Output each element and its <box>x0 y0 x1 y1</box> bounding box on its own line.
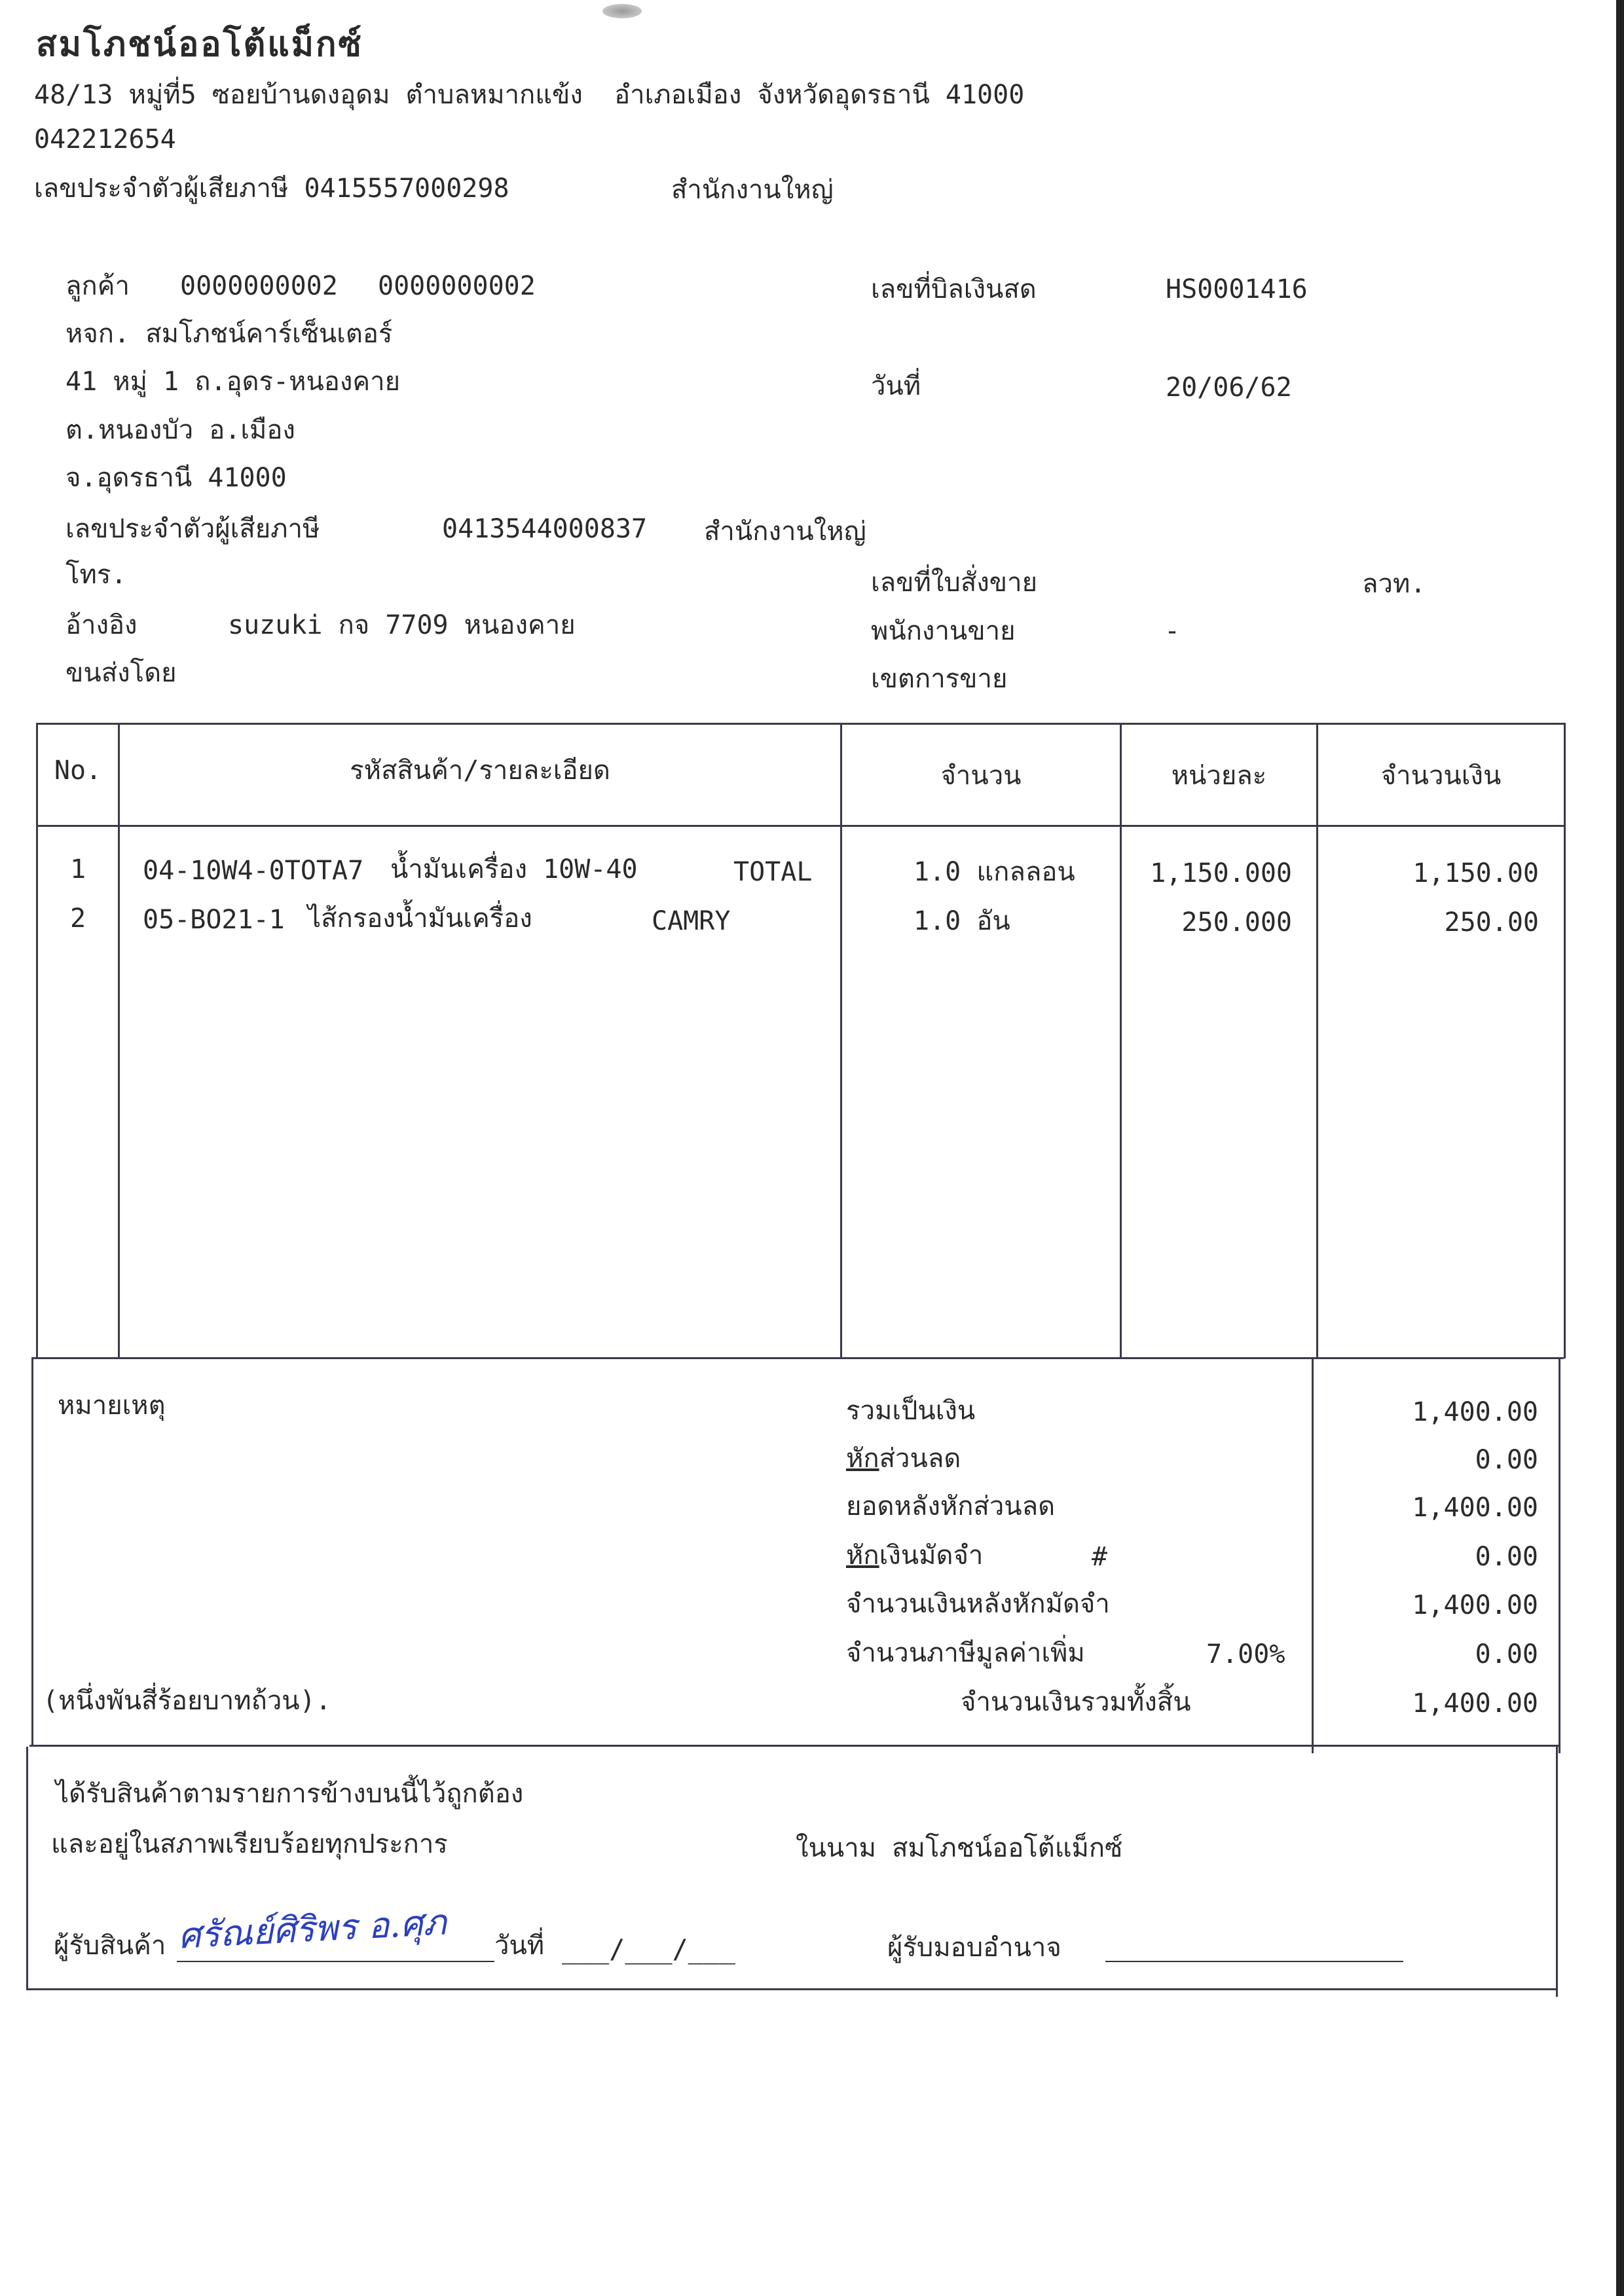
header-no: No. <box>54 756 102 786</box>
row-1-brand: TOTAL <box>733 857 813 887</box>
vat-value: 0.00 <box>1475 1639 1538 1669</box>
customer-name: หจก. สมโภชน์คาร์เซ็นเตอร์ <box>65 319 393 349</box>
table-left-edge <box>36 723 38 1358</box>
scan-edge <box>1616 0 1624 2296</box>
remark-label: หมายเหตุ <box>58 1391 166 1421</box>
received-statement-1: ได้รับสินค้าตามรายการข้างบนนี้ไว้ถูกต้อง <box>56 1779 524 1809</box>
customer-tax-label: เลขประจำตัวผู้เสียภาษี <box>65 514 320 544</box>
table-right-edge <box>1564 723 1566 1358</box>
row-1-description: น้ำมันเครื่อง 10W-40 <box>390 854 638 884</box>
row-1-no: 1 <box>69 854 86 884</box>
customer-label: ลูกค้า <box>65 271 130 301</box>
sales-area-label: เขตการขาย <box>871 664 1008 694</box>
salesperson-value: - <box>1164 616 1181 646</box>
grand-total-value: 1,400.00 <box>1412 1688 1538 1719</box>
after-deposit-value: 1,400.00 <box>1412 1590 1538 1620</box>
table-top-rule <box>36 723 1566 725</box>
customer-phone-label: โทร. <box>65 560 127 590</box>
customer-address-3: จ.อุดรธานี 41000 <box>65 463 287 493</box>
scan-speck <box>602 4 642 18</box>
customer-tax-id: 0413544000837 <box>442 514 648 544</box>
header-quantity: จำนวน <box>940 761 1022 791</box>
row-2-unit-price: 250.000 <box>1181 907 1292 938</box>
header-amount: จำนวนเงิน <box>1380 761 1502 791</box>
sales-order-label: เลขที่ใบสั่งขาย <box>871 568 1038 598</box>
vat-rate: 7.00% <box>1206 1639 1285 1669</box>
customer-code-2: 0000000002 <box>378 271 536 301</box>
reference-value: suzuki กจ 7709 หนองคาย <box>228 610 576 640</box>
row-1-unit-price: 1,150.000 <box>1150 858 1292 888</box>
company-tax-id: เลขประจำตัวผู้เสียภาษี 0415557000298 <box>34 173 509 204</box>
header-description: รหัสสินค้า/รายละเอียด <box>350 756 610 786</box>
deposit-value: 0.00 <box>1475 1542 1538 1572</box>
discount-label: ส่วนลด <box>879 1444 961 1474</box>
receive-date-label: วันที่ <box>494 1931 545 1961</box>
on-behalf-of: ในนาม สมโภชน์ออโต้แม็กซ์ <box>796 1833 1123 1863</box>
subtotal-label: รวมเป็นเงิน <box>846 1396 976 1426</box>
bill-number: HS0001416 <box>1166 274 1308 304</box>
row-2-quantity: 1.0 อัน <box>913 906 1010 936</box>
col-divider-qty <box>1120 723 1122 1358</box>
company-branch: สำนักงานใหญ่ <box>671 175 834 205</box>
authorized-signature-line <box>1105 1961 1403 1962</box>
company-phone: 042212654 <box>34 124 176 155</box>
authorized-label: ผู้รับมอบอำนาจ <box>887 1933 1061 1963</box>
deposit-prefix: หัก <box>846 1540 879 1571</box>
row-1-quantity: 1.0 แกลลอน <box>913 857 1075 887</box>
bill-date-label: วันที่ <box>871 371 921 401</box>
receiver-signature: ศรัณย์ศิริพร อ.ศุภ <box>177 1901 447 1957</box>
customer-address-2: ต.หนองบัว อ.เมือง <box>65 415 295 445</box>
summary-left-edge <box>31 1357 33 1747</box>
row-2-amount: 250.00 <box>1444 907 1539 938</box>
customer-branch: สำนักงานใหญ่ <box>704 517 866 547</box>
deposit-label: เงินมัดจำ <box>879 1540 984 1571</box>
customer-code-1: 0000000002 <box>180 271 338 301</box>
footer-bottom-rule <box>26 1988 1558 1990</box>
vat-label: จำนวนภาษีมูลค่าเพิ่ม <box>846 1638 1085 1668</box>
col-divider-desc <box>840 723 842 1358</box>
after-discount-label: ยอดหลังหักส่วนลด <box>846 1491 1056 1522</box>
bill-date: 20/06/62 <box>1166 373 1292 403</box>
row-2-code: 05-BO21-1 <box>143 905 285 935</box>
after-deposit-label: จำนวนเงินหลังหักมัดจำ <box>846 1589 1110 1619</box>
col-divider-price <box>1316 723 1318 1358</box>
receiver-signature-line <box>177 1961 494 1962</box>
footer-left-edge <box>26 1747 28 1990</box>
table-bottom-rule <box>31 1357 1564 1359</box>
customer-address-1: 41 หมู่ 1 ถ.อุดร-หนองคาย <box>65 367 401 397</box>
table-header-rule <box>36 825 1566 827</box>
after-discount-value: 1,400.00 <box>1412 1493 1538 1523</box>
receiver-label: ผู้รับสินค้า <box>54 1931 166 1961</box>
reference-label: อ้างอิง <box>65 610 138 640</box>
footer-right-edge <box>1556 1747 1558 1997</box>
row-2-description: ไส้กรองน้ำมันเครื่อง <box>308 903 532 934</box>
grand-total-label: จำนวนเงินรวมทั้งสิ้น <box>961 1687 1191 1717</box>
summary-bottom-rule <box>29 1745 1559 1747</box>
header-unit-price: หน่วยละ <box>1171 761 1267 791</box>
sales-order-value: ลวท. <box>1362 569 1426 599</box>
row-1-amount: 1,150.00 <box>1412 858 1539 888</box>
amount-in-words: (หนึ่งพันสี่ร้อยบาทถ้วน). <box>43 1686 331 1716</box>
discount-value: 0.00 <box>1475 1445 1538 1475</box>
col-divider-no <box>118 723 120 1358</box>
received-statement-2: และอยู่ในสภาพเรียบร้อยทุกประการ <box>51 1829 448 1859</box>
shipping-label: ขนส่งโดย <box>65 658 177 688</box>
subtotal-value: 1,400.00 <box>1412 1397 1538 1427</box>
company-address: 48/13 หมู่ที่5 ซอยบ้านดงอุดม ตำบลหมากแข้ง อำเภอเมือง จังหวัดอุดรธานี 41000 <box>34 80 1025 110</box>
salesperson-label: พนักงานขาย <box>871 616 1016 646</box>
receive-date-blank: ___/___/___ <box>562 1935 735 1965</box>
bill-number-label: เลขที่บิลเงินสด <box>871 274 1037 304</box>
company-name: สมโภชน์ออโต้แม็กซ์ <box>36 25 363 64</box>
row-1-code: 04-10W4-0TOTA7 <box>143 856 364 886</box>
row-2-no: 2 <box>69 903 86 934</box>
summary-right-edge <box>1559 1357 1560 1753</box>
row-2-brand: CAMRY <box>652 906 731 936</box>
deposit-hash: # <box>1092 1542 1108 1572</box>
discount-prefix: หัก <box>846 1444 879 1474</box>
